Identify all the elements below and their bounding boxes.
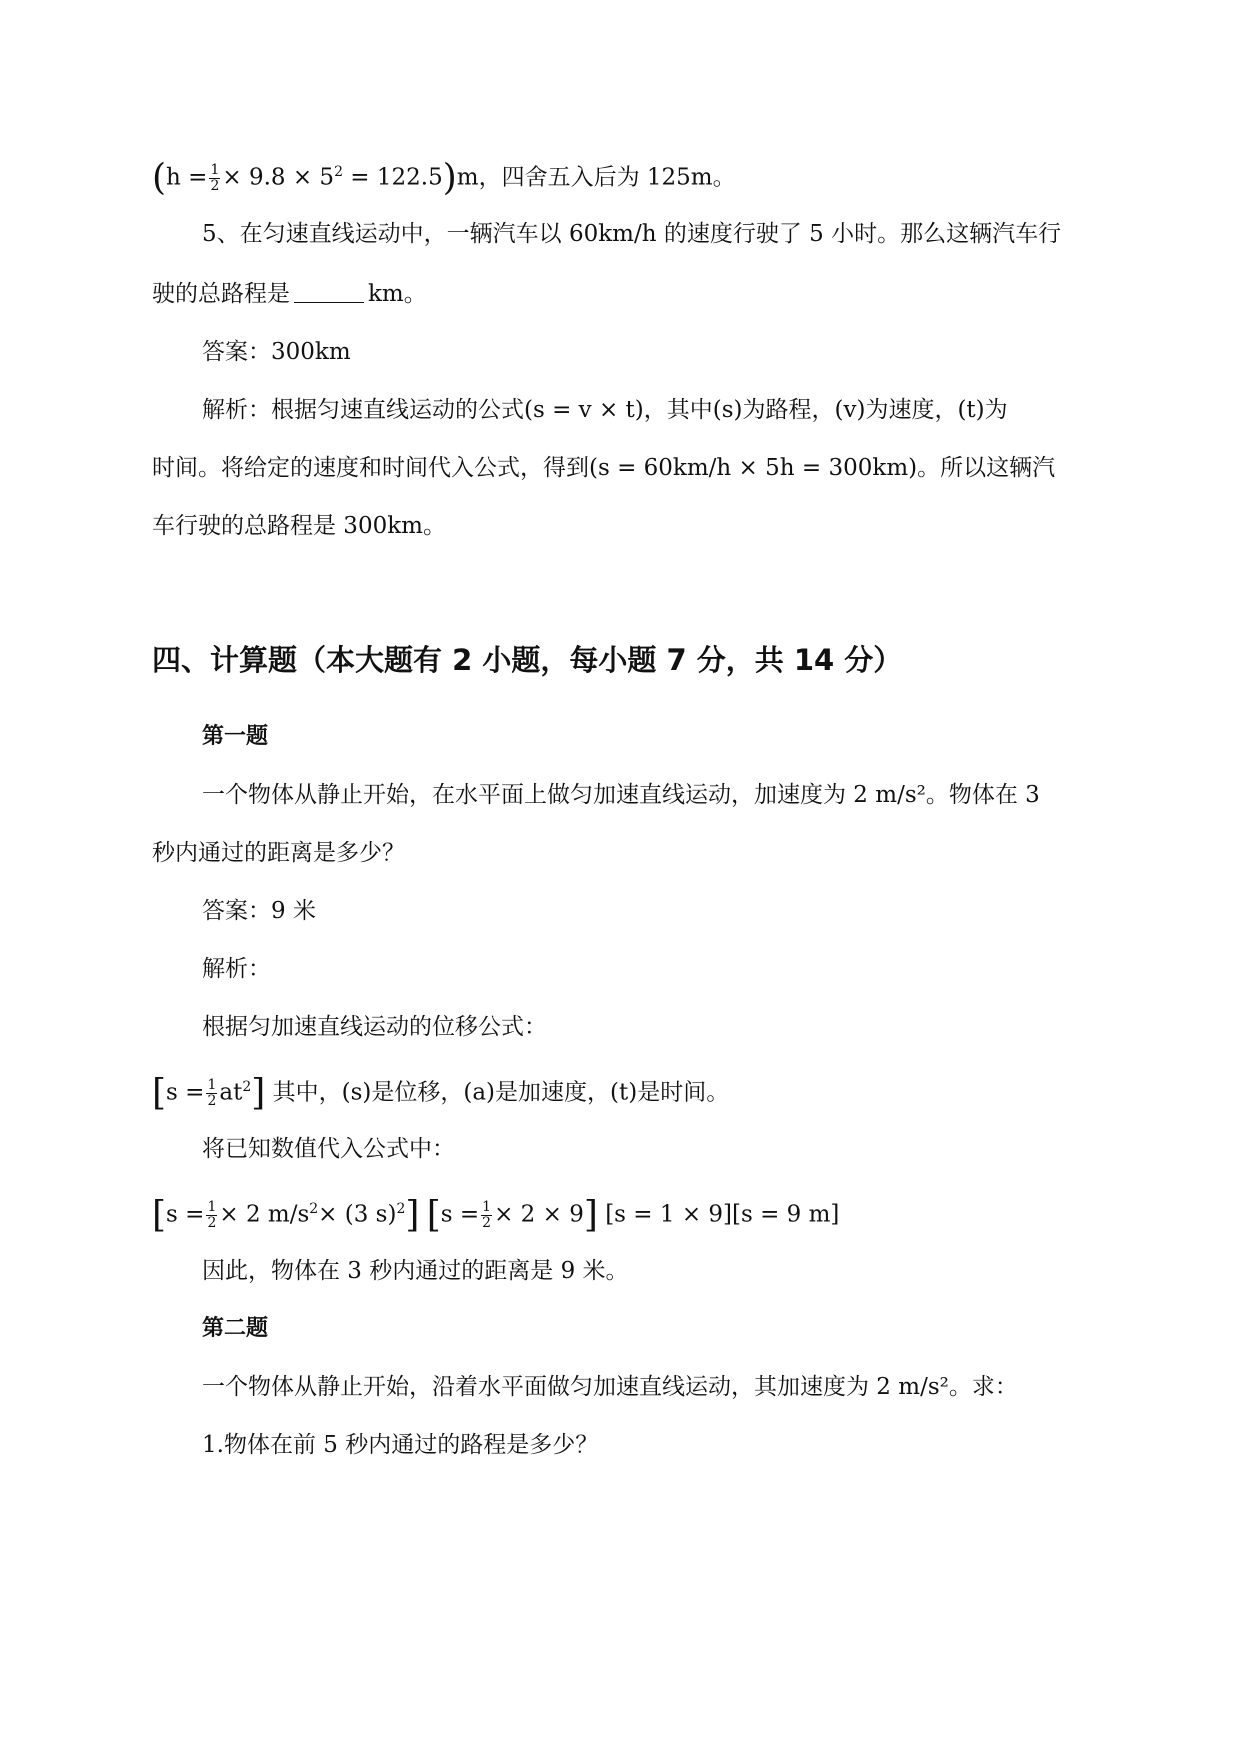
problem-1-substitution-intro: 将已知数值代入公式中：	[202, 1136, 455, 1162]
question-5-explanation-3: 车行驶的总路程是 300km。	[152, 513, 446, 539]
question-5-line-2: 驶的总路程是 km。	[152, 281, 427, 307]
result-line: (h = $\frac{1}{2}$ × $9.8 \times 5^2 = 122.5)m$，四舍五入后为 125m。	[152, 157, 736, 199]
problem-1-conclusion: 因此，物体在 3 秒内通过的距离是 9 米。	[202, 1258, 629, 1284]
answer-blank	[294, 282, 364, 303]
problem-1-formula-intro: 根据匀加速直线运动的位移公式：	[202, 1014, 547, 1040]
problem-2-question-1: 一个物体从静止开始，沿着水平面做匀加速直线运动，其加速度为 2 m/s²。求：	[202, 1374, 1018, 1400]
problem-1-question-2: 秒内通过的距离是多少？	[152, 840, 405, 866]
problem-1-substitution-line: [s = $\frac{1}{2}$ × 2 $m/s^2\times (3$ s)$^2$] [s = $\frac{1}{2}$ × 2 × 9] [s = 1 × 9][s = 9 m]	[152, 1194, 840, 1236]
fraction: $\frac{1}{2}$	[207, 1199, 217, 1232]
section-heading: 四、计算题（本大题有 2 小题，每小题 7 分，共 14 分）	[152, 643, 903, 677]
problem-1-title: 第一题	[202, 724, 269, 749]
fraction: $\frac{1}{2}$	[482, 1199, 492, 1232]
fraction: $\frac{1}{2}$	[210, 162, 220, 195]
fraction: $\frac{1}{2}$	[207, 1077, 217, 1110]
question-5-explanation-1: 解析：根据匀速直线运动的公式(s = v × t)，其中(s)为路程，(v)为速度，(t)为	[202, 397, 1008, 423]
question-5-answer: 答案：300km	[202, 339, 351, 365]
problem-2-title: 第二题	[202, 1316, 269, 1341]
problem-1-answer: 答案：9 米	[202, 898, 316, 924]
question-5-line-1: 5、在匀速直线运动中，一辆汽车以 60km/h 的速度行驶了 5 小时。那么这辆汽车行	[202, 221, 1062, 247]
problem-2-subquestion-1: 1.物体在前 5 秒内通过的路程是多少？	[202, 1432, 599, 1458]
question-5-explanation-2: 时间。将给定的速度和时间代入公式，得到(s = 60km/h × 5h = 300km)。所以这辆汽	[152, 455, 1056, 481]
problem-1-formula-line: [s = $\frac{1}{2}$ $at^2$] 其中，(s)是位移，(a)是加速度，(t)是时间。	[152, 1072, 730, 1114]
problem-1-question-1: 一个物体从静止开始，在水平面上做匀加速直线运动，加速度为 2 m/s²。物体在 3	[202, 782, 1040, 808]
problem-1-explanation-label: 解析：	[202, 956, 271, 982]
